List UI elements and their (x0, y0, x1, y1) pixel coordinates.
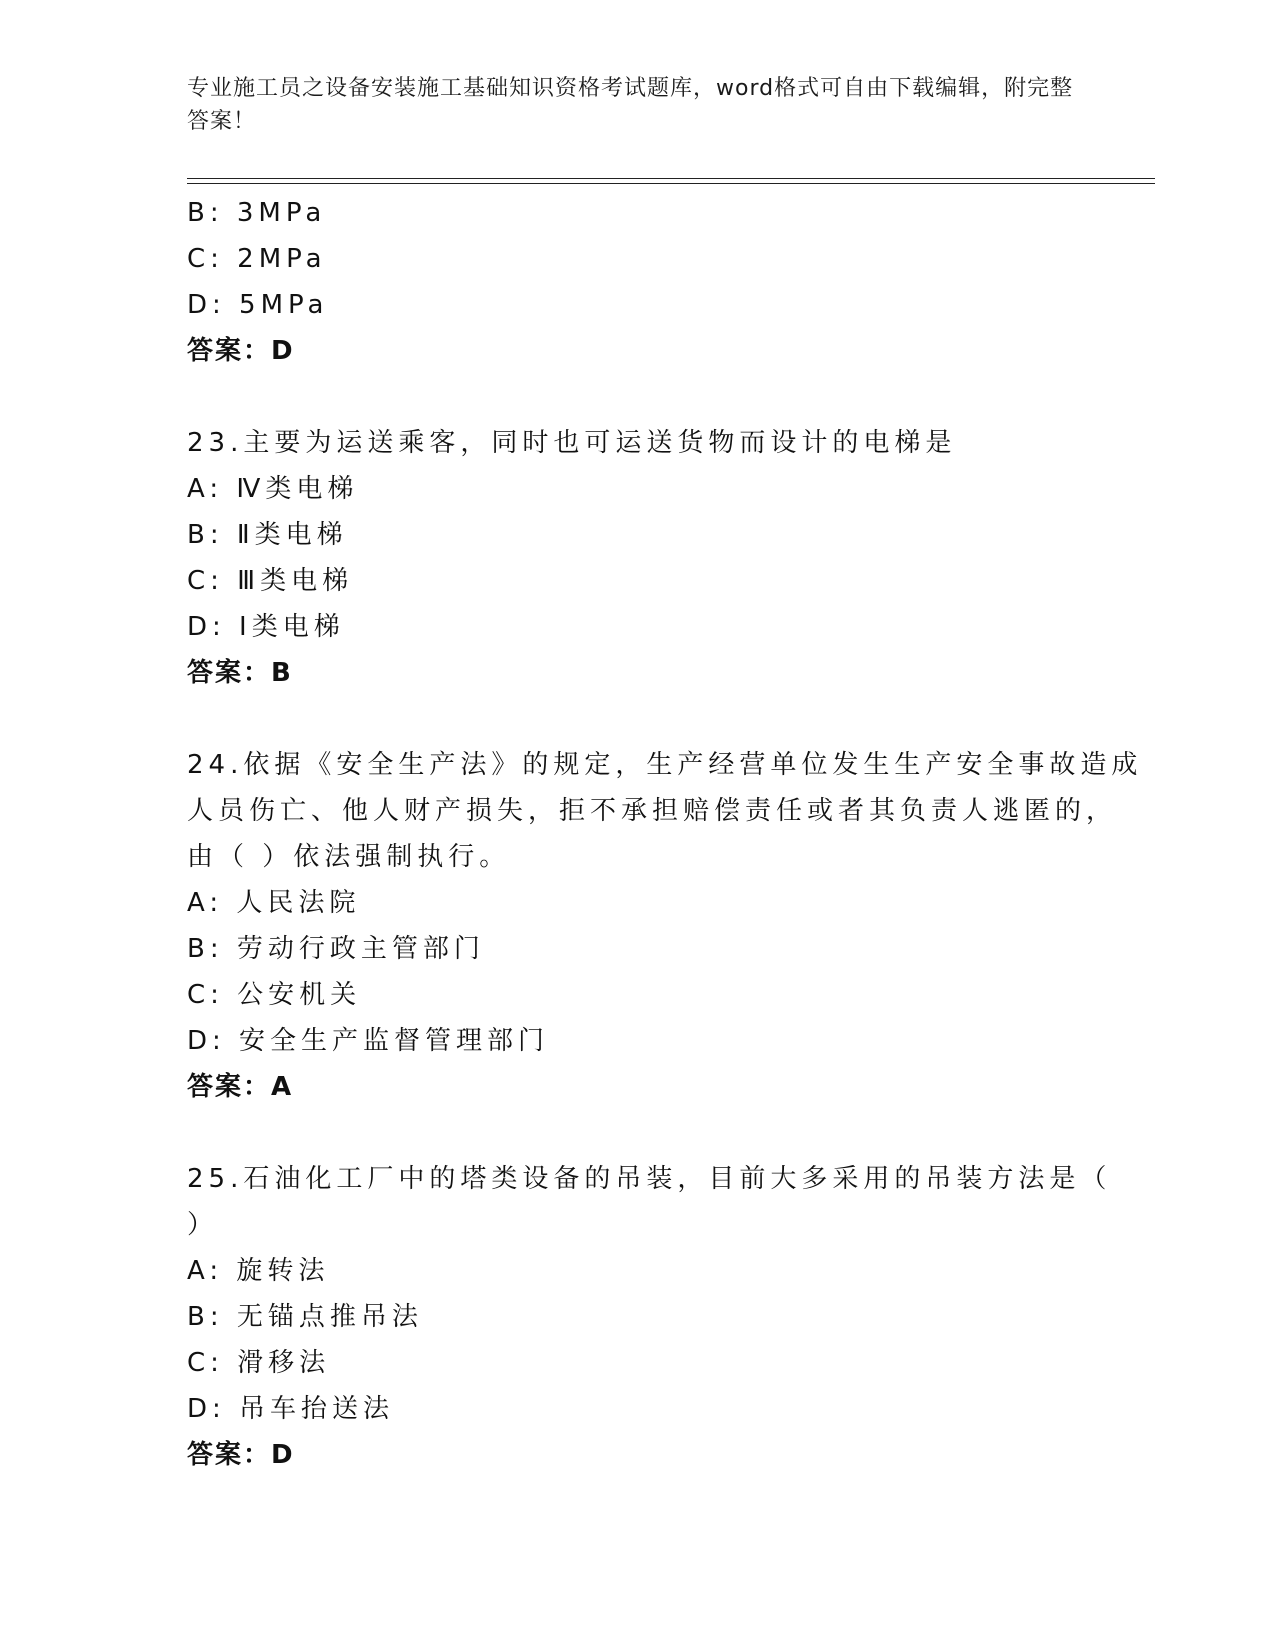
previous-question-tail (187, 190, 1067, 374)
question-text-line-2: 人员伤亡、他人财产损失，拒不承担赔偿责任或者其负责人逃匿的， (187, 796, 1118, 826)
question-text-line-1: 24.依据《安全生产法》的规定，生产经营单位发生生产安全事故造成 (187, 750, 1143, 780)
option-b: B: Ⅱ类电梯 (187, 520, 348, 550)
option-c: C: 公安机关 (187, 980, 362, 1010)
answer-line: 答案：D (187, 336, 295, 366)
answer-line: 答案：B (187, 658, 293, 688)
option-d: D: 安全生产监督管理部门 (187, 1026, 550, 1056)
option-c: C: 2MPa (187, 244, 327, 274)
question-text-line-2: ） (187, 1210, 219, 1240)
question-text-line-3: 由（ ）依法强制执行。 (187, 842, 511, 872)
option-d: D: 吊车抬送法 (187, 1394, 395, 1424)
answer-line: 答案：A (187, 1072, 294, 1102)
option-b: B: 3MPa (187, 198, 327, 228)
question-24 (187, 742, 1143, 1110)
option-b: B: 无锚点推吊法 (187, 1302, 423, 1332)
question-23 (187, 420, 1067, 696)
option-a: A: 人民法院 (187, 888, 361, 918)
question-25 (187, 1156, 1112, 1478)
option-d: D: Ⅰ类电梯 (187, 612, 345, 642)
question-text: 23.主要为运送乘客，同时也可运送货物而设计的电梯是 (187, 428, 957, 458)
header-divider (187, 178, 1155, 184)
option-b: B: 劳动行政主管部门 (187, 934, 485, 964)
option-a: A: 旋转法 (187, 1256, 330, 1286)
option-a: A: Ⅳ类电梯 (187, 474, 359, 504)
question-text-line-1: 25.石油化工厂中的塔类设备的吊装，目前大多采用的吊装方法是（ (187, 1164, 1112, 1194)
option-c: C: Ⅲ类电梯 (187, 566, 354, 596)
answer-line: 答案：D (187, 1440, 295, 1470)
exam-content (187, 190, 1143, 1478)
option-c: C: 滑移法 (187, 1348, 331, 1378)
option-d: D: 5MPa (187, 290, 329, 320)
document-header: 专业施工员之设备安装施工基础知识资格考试题库，word格式可自由下载编辑，附完整答案！ (187, 76, 1074, 134)
